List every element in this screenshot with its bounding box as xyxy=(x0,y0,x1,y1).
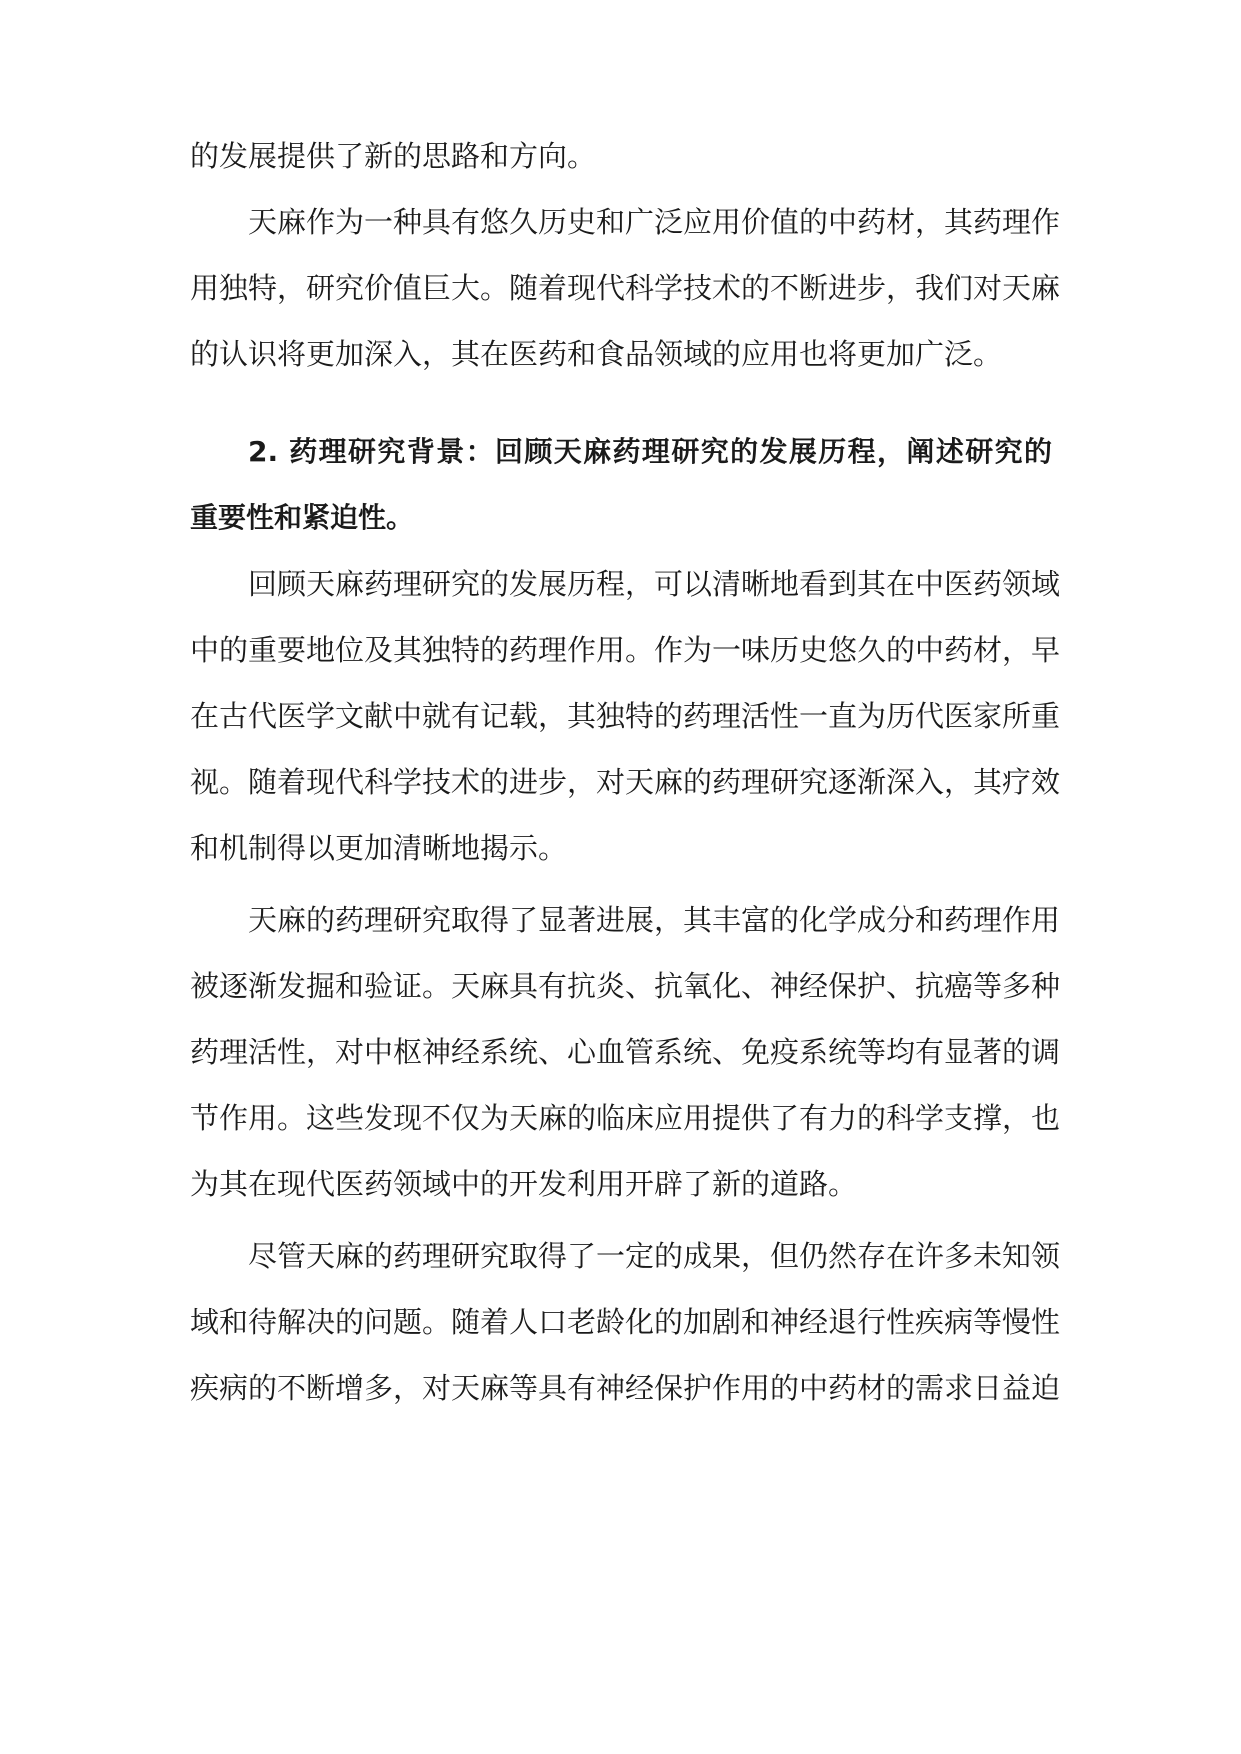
text-line: 在古代医学文献中就有记载，其独特的药理活性一直为历代医家所重 xyxy=(190,699,1061,733)
text-line: 尽管天麻的药理研究取得了一定的成果，但仍然存在许多未知领 xyxy=(248,1239,1061,1273)
text-line: 的发展提供了新的思路和方向。 xyxy=(190,139,597,173)
text-line: 为其在现代医药领域中的开发利用开辟了新的道路。 xyxy=(190,1167,858,1201)
text-line: 域和待解决的问题。随着人口老龄化的加剧和神经退行性疾病等慢性 xyxy=(190,1305,1061,1339)
text-line: 用独特，研究价值巨大。随着现代科学技术的不断进步，我们对天麻 xyxy=(190,271,1061,305)
text-line: 中的重要地位及其独特的药理作用。作为一味历史悠久的中药材，早 xyxy=(190,633,1061,667)
text-line: 的认识将更加深入，其在医药和食品领域的应用也将更加广泛。 xyxy=(190,337,1003,371)
text-line: 节作用。这些发现不仅为天麻的临床应用提供了有力的科学支撑，也 xyxy=(190,1101,1061,1135)
text-line: 和机制得以更加清晰地揭示。 xyxy=(190,831,568,865)
section-heading: 重要性和紧迫性。 xyxy=(190,501,415,534)
text-line: 天麻的药理研究取得了显著进展，其丰富的化学成分和药理作用 xyxy=(248,903,1061,937)
text-line: 药理活性，对中枢神经系统、心血管系统、免疫系统等均有显著的调 xyxy=(190,1035,1061,1069)
text-line: 天麻作为一种具有悠久历史和广泛应用价值的中药材，其药理作 xyxy=(248,205,1061,239)
text-line: 回顾天麻药理研究的发展历程，可以清晰地看到其在中医药领域 xyxy=(248,567,1061,601)
section-heading: 2. 药理研究背景：回顾天麻药理研究的发展历程，阐述研究的 xyxy=(248,435,1052,468)
text-line: 被逐渐发掘和验证。天麻具有抗炎、抗氧化、神经保护、抗癌等多种 xyxy=(190,969,1061,1003)
text-line: 视。随着现代科学技术的进步，对天麻的药理研究逐渐深入，其疗效 xyxy=(190,765,1061,799)
text-line: 疾病的不断增多，对天麻等具有神经保护作用的中药材的需求日益迫 xyxy=(190,1371,1061,1405)
